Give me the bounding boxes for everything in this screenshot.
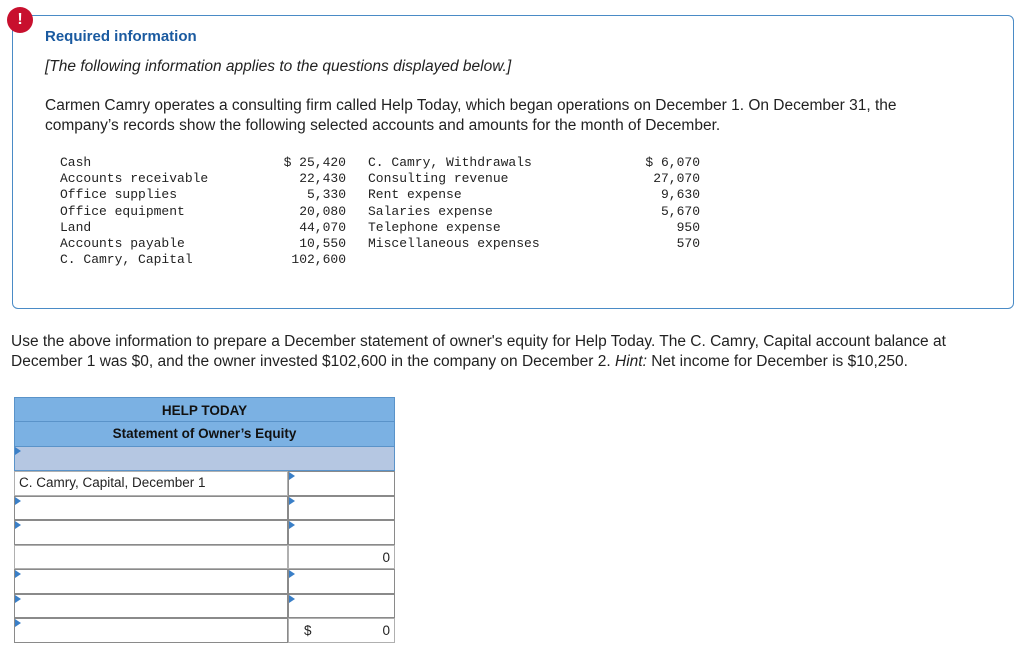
company-name-header: HELP TODAY (14, 397, 395, 422)
account-name: Office supplies (60, 187, 178, 203)
question-text (11, 332, 1016, 372)
dropdown-marker-icon (289, 521, 295, 529)
table-row (14, 569, 395, 594)
label-dropdown[interactable] (14, 618, 288, 643)
label-dropdown[interactable] (14, 569, 288, 594)
account-amount: 5,670 (660, 203, 700, 219)
account-amount: 20,080 (299, 203, 346, 219)
account-name (346, 252, 580, 268)
account-name: Telephone expense (368, 219, 501, 235)
account-name: C. Camry, Capital (60, 252, 193, 268)
label-dropdown[interactable] (14, 520, 288, 545)
dropdown-marker-icon (289, 595, 295, 603)
amount-input[interactable] (288, 520, 395, 545)
dropdown-marker-icon (15, 570, 21, 578)
account-name: Salaries expense (368, 203, 493, 219)
account-amount: 27,070 (653, 171, 700, 187)
label-dropdown[interactable] (14, 594, 288, 619)
amount-input[interactable] (288, 569, 395, 594)
subtotal-cell (288, 545, 395, 570)
table-row (14, 471, 395, 496)
statement-title-header: Statement of Owner’s Equity (14, 422, 395, 447)
account-amount: 102,600 (291, 252, 346, 268)
table-row (60, 204, 700, 220)
account-name: Accounts receivable (60, 171, 209, 187)
total-cell (288, 618, 395, 643)
account-amount: 44,070 (299, 219, 346, 235)
account-amount: 22,430 (299, 171, 346, 187)
hint-label: Hint: (615, 353, 647, 370)
account-name: Office equipment (60, 203, 185, 219)
dropdown-marker-icon (289, 472, 295, 480)
account-amount: $ 25,420 (283, 155, 346, 170)
account-name: Accounts payable (60, 236, 185, 252)
table-row (14, 496, 395, 521)
label-dropdown[interactable] (14, 496, 288, 521)
date-row[interactable] (14, 447, 395, 471)
account-amount: 10,550 (299, 236, 346, 252)
amount-value: 0 (382, 623, 390, 638)
label-cell (14, 545, 288, 570)
table-row (60, 220, 700, 236)
amount-input[interactable] (288, 471, 395, 496)
account-amount: 5,330 (306, 187, 346, 203)
table-row (60, 155, 700, 171)
dropdown-marker-icon (15, 595, 21, 603)
table-row (60, 236, 700, 252)
account-name: Miscellaneous expenses (368, 236, 540, 252)
account-amount: 570 (676, 236, 700, 252)
question-part2: Net income for December is $10,250. (646, 353, 908, 370)
amount-value: 0 (382, 549, 390, 565)
table-row (60, 187, 700, 203)
account-name: Consulting revenue (368, 171, 509, 187)
account-amount: $ 6,070 (645, 155, 700, 170)
dropdown-marker-icon (15, 619, 21, 627)
account-amount (580, 252, 700, 268)
dropdown-marker-icon (15, 447, 21, 455)
intro-paragraph: Carmen Camry operates a consulting firm called Help Today, which began operations on December 1. On December 31, the company’s records show the following selected accounts and amounts for the month of December. (45, 97, 897, 134)
account-name: Land (60, 219, 92, 235)
table-row (60, 252, 700, 268)
account-name: Rent expense (368, 187, 462, 203)
table-row (14, 594, 395, 619)
required-info-title: Required information (45, 28, 197, 45)
dollar-sign: $ (304, 623, 312, 638)
dropdown-marker-icon (15, 497, 21, 505)
alert-icon: ! (7, 7, 33, 33)
table-row (14, 520, 395, 545)
amount-input[interactable] (288, 594, 395, 619)
question-part1: Use the above information to prepare a December statement of owner's equity for Help Today. The C. Camry, Capital account balance at December 1 was $0, and the owner invested $102,600 in the company on December 2. (11, 333, 946, 370)
amount-input[interactable] (288, 496, 395, 521)
account-name: Cash (60, 155, 92, 170)
dropdown-marker-icon (289, 570, 295, 578)
account-name: C. Camry, Withdrawals (368, 155, 532, 170)
required-info-note: [The following information applies to the questions displayed below.] (45, 58, 512, 75)
table-row (14, 545, 395, 570)
account-amount: 950 (676, 219, 700, 235)
statement-form (14, 397, 395, 643)
table-row (14, 618, 395, 643)
account-amount: 9,630 (660, 187, 700, 203)
dropdown-marker-icon (15, 521, 21, 529)
dropdown-marker-icon (289, 497, 295, 505)
table-row (60, 171, 700, 187)
accounts-table (60, 155, 700, 268)
label-cell: C. Camry, Capital, December 1 (14, 471, 288, 496)
